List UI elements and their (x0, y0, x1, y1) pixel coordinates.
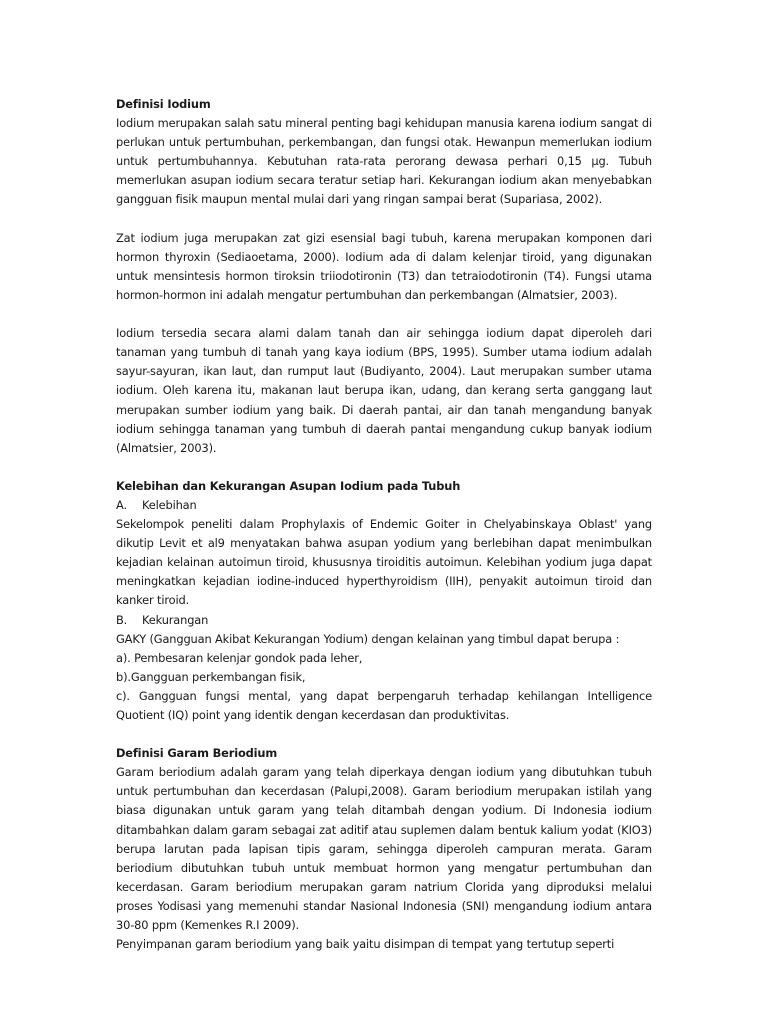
document-page (116, 95, 652, 954)
list-letter: B. (116, 612, 128, 627)
list-label-text: Kelebihan (142, 497, 197, 512)
paragraph: Iodium tersedia secara alami dalam tanah dan air sehingga iodium dapat diperoleh dari tanaman yang tumbuh di tanah yang kaya iodium (BPS, 1995). Sumber utama iodium adalah sayur-sayuran, ikan laut, dan rumput laut (Budiyanto, 2004). Laut merupakan sumber utama iodium. Oleh karena itu, makanan laut berupa ikan, udang, dan kerang serta ganggang laut merupakan sumber iodium yang baik. Di daerah pantai, air dan tanah mengandung banyak iodium sehingga tanaman yang tumbuh di daerah pantai mengandung cukup banyak iodium (Almatsier, 2003). (116, 326, 652, 455)
paragraph: Zat iodium juga merupakan zat gizi esensial bagi tubuh, karena merupakan komponen dari hormon thyroxin (Sediaoetama, 2000). Iodium ada di dalam kelenjar tiroid, yang digunakan untuk mensintesis hormon tiroksin triiodotironin (T3) dan tetraiodotironin (T4). Fungsi utama hormon-hormon ini adalah mengatur pertumbuhan dan perkembangan (Almatsier, 2003). (116, 230, 652, 302)
list-item: c). Gangguan fungsi mental, yang dapat berpengaruh terhadap kehilangan Intelligence Quotient (IQ) point yang identik dengan kecerdasan dan produktivitas. (116, 688, 652, 722)
paragraph: Iodium merupakan salah satu mineral penting bagi kehidupan manusia karena iodium sangat di perlukan untuk pertumbuhan, perkembangan, dan fungsi otak. Hewanpun memerlukan iodium untuk pertumbuhannya. Kebutuhan rata-rata perorang dewasa perhari 0,15 µg. Tubuh memerlukan asupan iodium secara teratur setiap hari. Kekurangan iodium akan menyebabkan gangguan fisik maupun mental mulai dari yang ringan sampai berat (Supariasa, 2002). (116, 116, 652, 207)
section-heading-definisi-garam: Definisi Garam Beriodium (116, 746, 278, 761)
list-intro: GAKY (Gangguan Akibat Kekurangan Yodium) dengan kelainan yang timbul dapat berupa : (116, 631, 620, 646)
list-label-text: Kekurangan (142, 612, 209, 627)
list-item: b).Gangguan perkembangan fisik, (116, 669, 306, 684)
section-heading-definisi-iodium: Definisi Iodium (116, 97, 211, 111)
paragraph-spacer (116, 210, 652, 229)
paragraph: Sekelompok peneliti dalam Prophylaxis of Endemic Goiter in Chelyabinskaya Oblast' yang dikutip Levit et al9 menyatakan bahwa asupan yodium yang berlebihan dapat menimbulkan kejadian kelainan autoimun tiroid, khususnya tiroiditis autoimun. Kelebihan yodium juga dapat meningkatkan kejadian iodine-induced hyperthyroidism (IIH), penyakit autoimun tiroid dan kanker tiroid. (116, 517, 652, 608)
paragraph-spacer (116, 305, 652, 324)
subsection-label-kekurangan (116, 611, 652, 630)
paragraph-spacer (116, 458, 652, 477)
list-letter: A. (116, 497, 127, 512)
paragraph: Penyimpanan garam beriodium yang baik yaitu disimpan di tempat yang tertutup seperti (116, 937, 615, 952)
section-heading-kelebihan-kekurangan: Kelebihan dan Kekurangan Asupan Iodium pada Tubuh (116, 478, 461, 493)
paragraph-spacer (116, 725, 652, 744)
list-item: a). Pembesaran kelenjar gondok pada leher, (116, 650, 363, 665)
paragraph: Garam beriodium adalah garam yang telah diperkaya dengan iodium yang dibutuhkan tubuh untuk pertumbuhan dan kecerdasan (Palupi,2008). Garam beriodium merupakan istilah yang biasa digunakan untuk garam yang telah ditambah dengan yodium. Di Indonesia iodium ditambahkan dalam garam sebagai zat aditif atau suplemen dalam bentuk kalium yodat (KIO3) berupa larutan pada lapisan tipis garam, sehingga diperoleh campuran merata. Garam beriodium dibutuhkan tubuh untuk membuat hormon yang mengatur pertumbuhan dan kecerdasan. Garam beriodium merupakan garam natrium Clorida yang diproduksi melalui proses Yodisasi yang memenuhi standar Nasional Indonesia (SNI) mengandung iodium antara 30-80 ppm (Kemenkes R.I 2009). (116, 765, 652, 933)
subsection-label-kelebihan (116, 496, 652, 515)
